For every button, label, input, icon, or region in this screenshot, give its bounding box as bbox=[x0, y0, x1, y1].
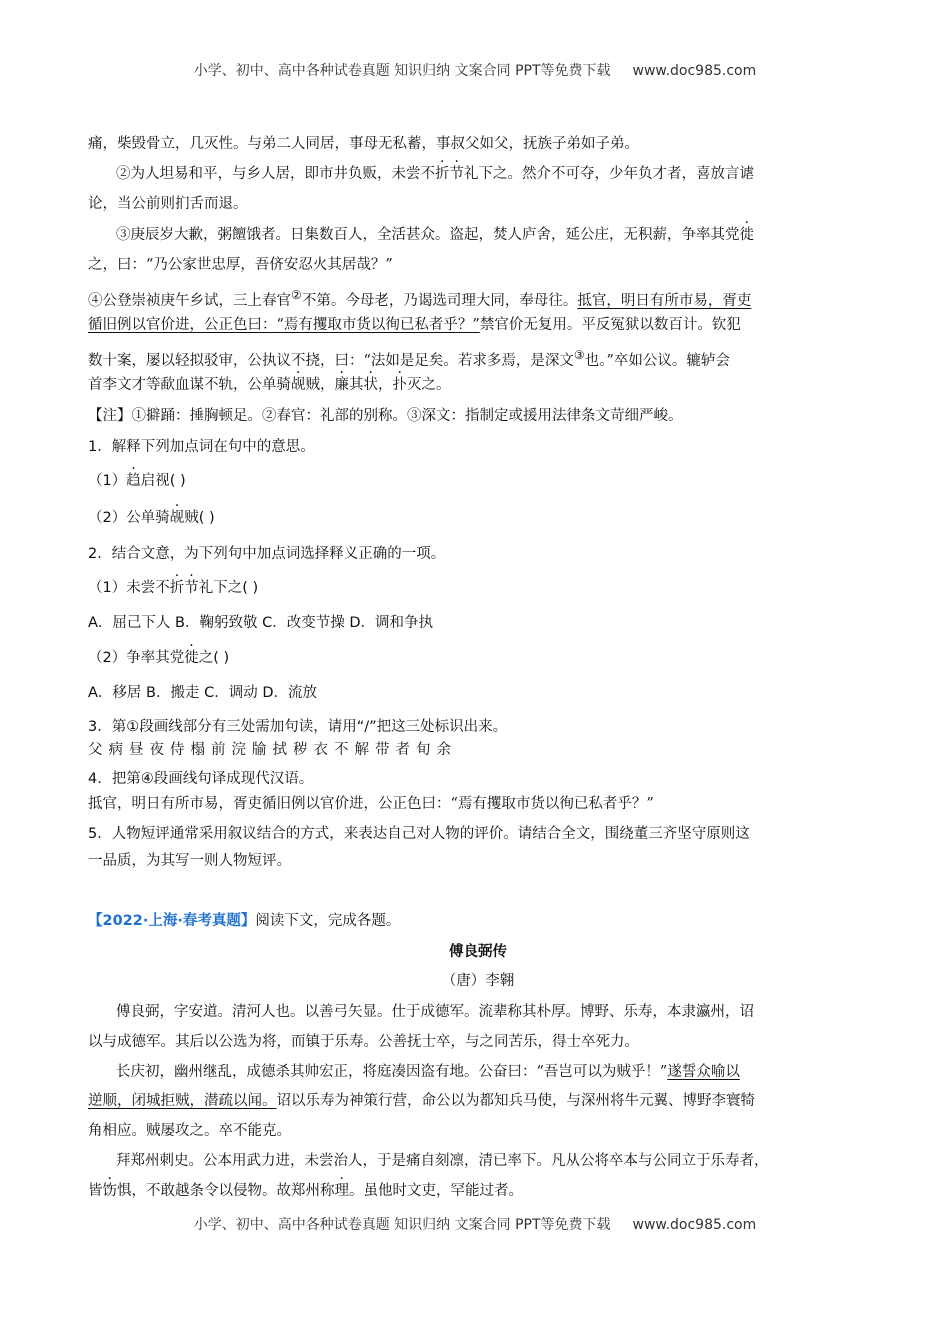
passage1-line9: 首李文才等歃血谋不轨，公单骑觇贼，廉其状，扑灭之。 bbox=[88, 377, 451, 393]
dotted-char: 徙 bbox=[739, 227, 754, 243]
passage1-line2: ②为人坦易和平，与乡人居，即市井负贩，未尝不折节礼下之。然介不可夺，少年负才者，喜放言谑 bbox=[116, 166, 754, 182]
underlined-sentence: 逆顺，闭城拒贼，潜疏以闻。 bbox=[88, 1093, 277, 1109]
passage1-line6: ④公登崇祯庚午乡试，三上春官②不第。今母老，乃谒选司理大同，奉母往。抵官，明日有所市易，胥吏 bbox=[88, 288, 752, 309]
question-4-text: 抵官，明日有所市易，胥吏循旧例以官价进，公正色曰：“焉有攫取市货以徇已私者乎？” bbox=[88, 796, 654, 812]
section2-line2: 以与成德军。其后以公选为将，而镇于乐寿。公善抚士卒，与之同苦乐，得士卒死力。 bbox=[88, 1034, 639, 1050]
annotation-note: 【注】①擗踊：捶胸顿足。②春官：礼部的别称。③深文：指制定或援用法律条文苛细严峻。 bbox=[88, 408, 683, 424]
page-footer bbox=[0, 1214, 950, 1234]
footer-text: 小学、初中、高中各种试卷真题 知识归纳 文案合同 PPT等免费下载 bbox=[193, 1217, 611, 1233]
question-2-1-options: A．屈己下人 B．鞠躬致敬 C．改变节操 D．调和争执 bbox=[88, 615, 433, 631]
section2-line5: 角相应。贼屡攻之。卒不能克。 bbox=[88, 1123, 291, 1139]
exam-source-tag: 【2022·上海·春考真题】 bbox=[88, 913, 256, 929]
header-text: 小学、初中、高中各种试卷真题 知识归纳 文案合同 PPT等免费下载 bbox=[193, 63, 611, 79]
passage1-line3: 论，当公前则扪舌而退。 bbox=[88, 196, 248, 212]
section2-line1: 傅良弼，字安道。清河人也。以善弓矢显。仕于成德军。流辈称其朴厚。博野、乐寿，本隶瀛州，诏 bbox=[116, 1004, 754, 1020]
question-5-line2: 一品质，为其写一则人物短评。 bbox=[88, 853, 291, 869]
dotted-char: 徙 bbox=[184, 650, 199, 666]
question-2: 2．结合文意，为下列句中加点词选择释义正确的一项。 bbox=[88, 546, 446, 562]
dotted-char: 节 bbox=[184, 580, 199, 596]
passage1-line8: 数十案，屡以轻拟驳审，公执议不挠，曰：“法如是足矣。若求多焉，是深文③也。”卒如公议。辘轳会 bbox=[88, 348, 730, 369]
footnote-ref: ③ bbox=[573, 348, 585, 362]
dotted-char: 觇 bbox=[169, 510, 185, 526]
section2-line3: 长庆初，幽州继乱，成德杀其帅宏正，将庭凑因盗有地。公奋曰：“吾岂可以为贼乎！”遂誓众喻以 bbox=[116, 1064, 740, 1080]
dotted-char: 状 bbox=[363, 377, 378, 393]
passage1-line1: 痛，柴毁骨立，几灭性。与弟二人同居，事母无私蓄，事叔父如父，抚族子弟如子弟。 bbox=[88, 136, 639, 152]
question-1-2: （2）公单骑觇贼( ) bbox=[88, 510, 215, 526]
dotted-char: 趋 bbox=[126, 473, 141, 489]
section2-heading: 【2022·上海·春考真题】阅读下文，完成各题。 bbox=[88, 913, 401, 929]
underlined-sentence: 抵官，明日有所市易，胥吏 bbox=[577, 292, 752, 309]
footer-site[interactable]: www.doc985.com bbox=[632, 1217, 757, 1233]
dotted-char: 节 bbox=[449, 166, 464, 182]
question-3: 3．第①段画线部分有三处需加句读，请用“/”把这三处标识出来。 bbox=[88, 719, 508, 735]
dotted-char: 扑 bbox=[392, 377, 407, 393]
underlined-sentence: 遂誓众喻以 bbox=[667, 1064, 740, 1080]
passage1-line7: 循旧例以官价进，公正色曰：“焉有攫取市货以徇已私者乎？”禁官价无复用。平反冤狱以数百计。钦犯 bbox=[88, 317, 741, 333]
page-header bbox=[0, 60, 950, 80]
dotted-char: 折 bbox=[435, 166, 450, 182]
section2-line7: 皆饬惧，不敢越条令以侵物。故郑州称理。虽他时文吏，罕能过者。 bbox=[88, 1183, 523, 1199]
question-2-2: （2）争率其党徙之( ) bbox=[88, 650, 230, 666]
header-site[interactable]: www.doc985.com bbox=[632, 63, 757, 79]
section2-line4: 逆顺，闭城拒贼，潜疏以闻。诏以乐寿为神策行营，命公以为都知兵马使，与深州将牛元翼、博野李寰犄 bbox=[88, 1093, 755, 1109]
section2-line6: 拜郑州刺史。公本用武力进，未尝治人，于是痛自刻凛，清已率下。凡从公将卒本与公同立于乐寿者， bbox=[116, 1153, 769, 1169]
question-2-2-options: A．移居 B．搬走 C．调动 D．流放 bbox=[88, 685, 317, 701]
dotted-char: 折 bbox=[169, 580, 185, 596]
question-2-1: （1）未尝不折节礼下之( ) bbox=[88, 580, 259, 596]
question-1: 1．解释下列加点词在句中的意思。 bbox=[88, 439, 315, 455]
footnote-ref: ② bbox=[291, 288, 302, 302]
dotted-char: 饬 bbox=[102, 1183, 117, 1199]
section2-author: （唐）李翱 bbox=[441, 973, 515, 989]
question-4: 4．把第④段画线句译成现代汉语。 bbox=[88, 771, 314, 787]
dotted-char: 理 bbox=[334, 1183, 349, 1199]
passage1-line5: 之，曰：“乃公家世忠厚，吾侪安忍火其居哉？” bbox=[88, 257, 393, 273]
dotted-char: 觇 bbox=[291, 377, 306, 393]
question-1-1: （1）趋启视( ) bbox=[88, 473, 186, 489]
underlined-sentence: 循旧例以官价进，公正色曰：“焉有攫取市货以徇已私者乎？” bbox=[88, 317, 480, 333]
question-3-text: 父病昼夜侍榻前浣牏拭秽衣不解带者旬余 bbox=[88, 742, 457, 758]
passage1-line4: ③庚辰岁大歉，粥饘饿者。日集数百人，全活甚众。盗起，焚人庐舍，延公庄，无积薪，争率其党徙 bbox=[116, 227, 754, 243]
question-5-line1: 5．人物短评通常采用叙议结合的方式，来表达自己对人物的评价。请结合全文，围绕董三齐坚守原则这 bbox=[88, 826, 750, 842]
dotted-char: 廉 bbox=[334, 377, 349, 393]
section2-title: 傅良弼传 bbox=[449, 943, 507, 960]
